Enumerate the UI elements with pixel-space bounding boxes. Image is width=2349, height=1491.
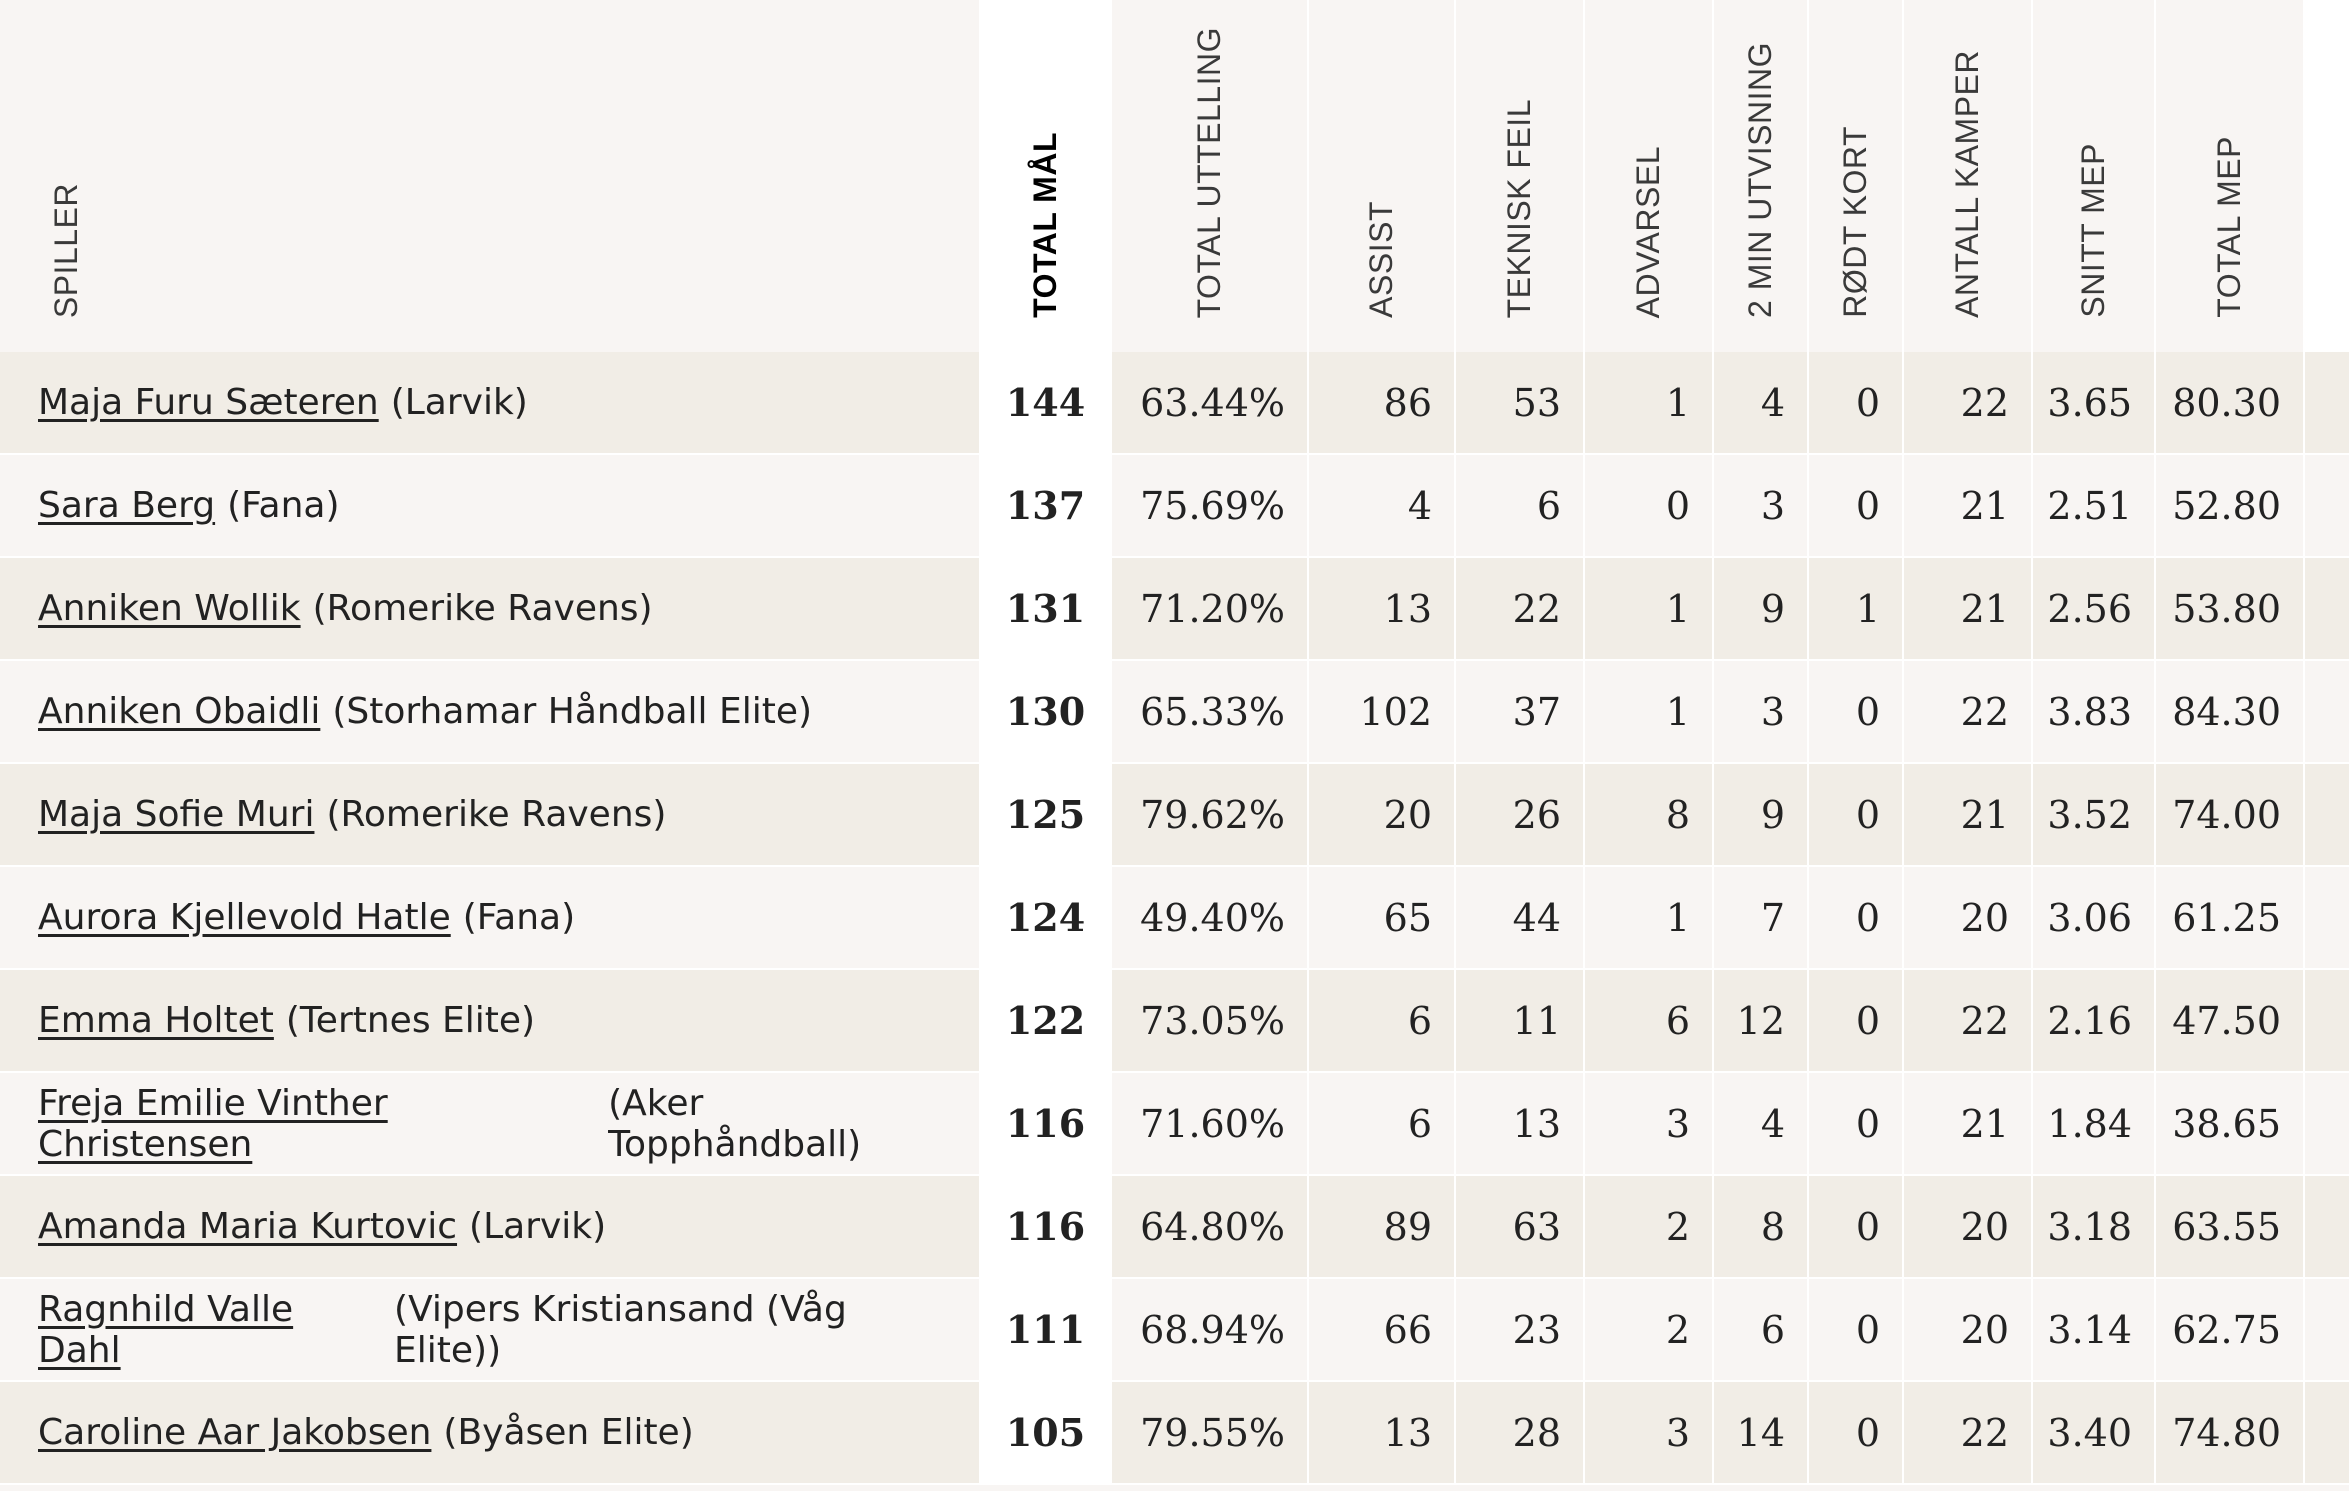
assist-cell: 102	[1309, 661, 1456, 764]
assist-cell: 13	[1309, 1382, 1456, 1485]
total-shooting-cell: 71.60%	[1112, 1073, 1309, 1176]
technical-error-cell: 28	[1456, 1382, 1585, 1485]
player-team: (Aker Topphåndball)	[608, 1082, 862, 1165]
technical-error-cell: 6	[1456, 455, 1585, 558]
player-name-link[interactable]: Freja Emilie Vinther Christensen	[38, 1082, 388, 1165]
avg-mep-cell: 3.40	[2033, 1382, 2156, 1485]
red-card-cell: 0	[1809, 661, 1904, 764]
total-goals-cell: 116	[981, 1176, 1112, 1279]
assist-cell: 66	[1309, 1279, 1456, 1382]
total-mep-cell: 38.65	[2156, 1073, 2305, 1176]
player-name-link[interactable]: Ragnhild Valle Dahl	[38, 1288, 294, 1371]
total-mep-cell: 53.80	[2156, 558, 2305, 661]
header-total-mep[interactable]	[2156, 0, 2305, 352]
warning-cell: 3	[1585, 1382, 1714, 1485]
two-min-cell: 3	[1714, 661, 1809, 764]
assist-cell: 20	[1309, 764, 1456, 867]
player-name-link[interactable]: Maja Sofie Muri	[38, 794, 315, 835]
matches-cell: 22	[1904, 1382, 2033, 1485]
two-min-cell: 9	[1714, 764, 1809, 867]
assist-cell: 6	[1309, 970, 1456, 1073]
avg-mep-cell: 1.84	[2033, 1073, 2156, 1176]
avg-mep-cell: 3.65	[2033, 352, 2156, 455]
avg-mep-cell: 2.56	[2033, 558, 2156, 661]
assist-cell: 89	[1309, 1176, 1456, 1279]
avg-mep-cell: 3.06	[2033, 867, 2156, 970]
technical-error-cell: 37	[1456, 661, 1585, 764]
technical-error-cell: 44	[1456, 867, 1585, 970]
matches-cell: 21	[1904, 455, 2033, 558]
player-team: (Larvik)	[469, 1206, 607, 1247]
total-goals-cell: 125	[981, 764, 1112, 867]
header-player[interactable]	[0, 0, 981, 352]
matches-cell: 22	[1904, 661, 2033, 764]
total-mep-cell: 52.80	[2156, 455, 2305, 558]
player-name-link[interactable]: Aurora Kjellevold Hatle	[38, 897, 451, 938]
player-team: (Byåsen Elite)	[443, 1412, 694, 1453]
technical-error-cell: 11	[1456, 970, 1585, 1073]
player-team: (Vipers Kristiansand (Våg Elite))	[394, 1288, 847, 1371]
header-total-goals[interactable]	[981, 0, 1112, 352]
total-mep-cell: 63.55	[2156, 1176, 2305, 1279]
warning-cell: 0	[1585, 455, 1714, 558]
row-edge	[2305, 867, 2349, 970]
total-goals-cell: 131	[981, 558, 1112, 661]
total-shooting-cell: 64.80%	[1112, 1176, 1309, 1279]
player-name-link[interactable]: Maja Furu Sæteren	[38, 382, 379, 423]
red-card-cell: 0	[1809, 352, 1904, 455]
header-matches[interactable]	[1904, 0, 2033, 352]
red-card-cell: 0	[1809, 764, 1904, 867]
header-red-card[interactable]	[1809, 0, 1904, 352]
header-technical-error-label: TEKNISK FEIL	[1501, 98, 1537, 318]
player-team: (Tertnes Elite)	[285, 1000, 536, 1041]
red-card-cell: 0	[1809, 455, 1904, 558]
total-mep-cell: 74.00	[2156, 764, 2305, 867]
player-cell	[0, 1279, 981, 1382]
header-assist-label: ASSIST	[1363, 201, 1399, 318]
warning-cell: 2	[1585, 1279, 1714, 1382]
two-min-cell: 6	[1714, 1279, 1809, 1382]
matches-cell: 20	[1904, 1176, 2033, 1279]
header-edge	[2305, 0, 2349, 352]
header-total-goals-label: TOTAL MÅL	[1027, 132, 1063, 318]
player-team: (Romerike Ravens)	[312, 588, 653, 629]
header-assist[interactable]	[1309, 0, 1456, 352]
red-card-cell: 1	[1809, 558, 1904, 661]
header-technical-error[interactable]	[1456, 0, 1585, 352]
matches-cell: 22	[1904, 970, 2033, 1073]
player-team: (Romerike Ravens)	[326, 794, 667, 835]
total-shooting-cell: 65.33%	[1112, 661, 1309, 764]
assist-cell: 13	[1309, 558, 1456, 661]
avg-mep-cell: 3.52	[2033, 764, 2156, 867]
total-mep-cell: 61.25	[2156, 867, 2305, 970]
matches-cell: 21	[1904, 558, 2033, 661]
row-edge	[2305, 1279, 2349, 1382]
total-goals-cell: 130	[981, 661, 1112, 764]
warning-cell: 1	[1585, 661, 1714, 764]
player-name-link[interactable]: Anniken Obaidli	[38, 691, 321, 732]
red-card-cell: 0	[1809, 1073, 1904, 1176]
avg-mep-cell: 3.14	[2033, 1279, 2156, 1382]
two-min-cell: 8	[1714, 1176, 1809, 1279]
header-two-min-label: 2 MIN UTVISNING	[1742, 42, 1778, 318]
header-total-shooting-label: TOTAL UTTELLING	[1191, 26, 1227, 318]
technical-error-cell: 53	[1456, 352, 1585, 455]
total-goals-cell: 144	[981, 352, 1112, 455]
two-min-cell: 14	[1714, 1382, 1809, 1485]
total-shooting-cell: 75.69%	[1112, 455, 1309, 558]
total-goals-cell: 116	[981, 1073, 1112, 1176]
total-mep-cell: 80.30	[2156, 352, 2305, 455]
row-edge	[2305, 661, 2349, 764]
total-goals-cell: 111	[981, 1279, 1112, 1382]
player-cell	[0, 1382, 981, 1485]
player-name-link[interactable]: Anniken Wollik	[38, 588, 301, 629]
warning-cell: 8	[1585, 764, 1714, 867]
row-edge	[2305, 1073, 2349, 1176]
player-team: (Fana)	[462, 897, 576, 938]
technical-error-cell: 13	[1456, 1073, 1585, 1176]
player-team: (Fana)	[227, 485, 340, 526]
total-shooting-cell: 68.94%	[1112, 1279, 1309, 1382]
matches-cell: 22	[1904, 352, 2033, 455]
header-matches-label: ANTALL KAMPER	[1949, 50, 1985, 318]
player-name-link[interactable]: Emma Holtet	[38, 1000, 274, 1041]
total-shooting-cell: 79.62%	[1112, 764, 1309, 867]
matches-cell: 20	[1904, 1279, 2033, 1382]
red-card-cell: 0	[1809, 1176, 1904, 1279]
matches-cell: 21	[1904, 764, 2033, 867]
warning-cell: 6	[1585, 970, 1714, 1073]
row-edge	[2305, 352, 2349, 455]
avg-mep-cell: 2.16	[2033, 970, 2156, 1073]
header-player-label: SPILLER	[48, 182, 84, 318]
two-min-cell: 9	[1714, 558, 1809, 661]
player-cell	[0, 558, 981, 661]
header-warning-label: ADVARSEL	[1630, 145, 1666, 318]
total-mep-cell: 62.75	[2156, 1279, 2305, 1382]
total-goals-cell: 137	[981, 455, 1112, 558]
total-goals-cell: 105	[981, 1382, 1112, 1485]
header-avg-mep[interactable]	[2033, 0, 2156, 352]
total-shooting-cell: 79.55%	[1112, 1382, 1309, 1485]
player-cell	[0, 970, 981, 1073]
header-total-mep-label: TOTAL MEP	[2211, 136, 2247, 318]
warning-cell: 1	[1585, 558, 1714, 661]
player-cell	[0, 867, 981, 970]
assist-cell: 65	[1309, 867, 1456, 970]
header-red-card-label: RØDT KORT	[1837, 126, 1873, 318]
player-cell	[0, 661, 981, 764]
header-warning[interactable]	[1585, 0, 1714, 352]
two-min-cell: 3	[1714, 455, 1809, 558]
player-name-link[interactable]: Caroline Aar Jakobsen	[38, 1412, 432, 1453]
assist-cell: 4	[1309, 455, 1456, 558]
red-card-cell: 0	[1809, 970, 1904, 1073]
technical-error-cell: 23	[1456, 1279, 1585, 1382]
red-card-cell: 0	[1809, 867, 1904, 970]
header-total-shooting[interactable]	[1112, 0, 1309, 352]
row-edge	[2305, 558, 2349, 661]
red-card-cell: 0	[1809, 1279, 1904, 1382]
assist-cell: 86	[1309, 352, 1456, 455]
total-goals-cell: 124	[981, 867, 1112, 970]
row-edge	[2305, 1176, 2349, 1279]
row-edge	[2305, 764, 2349, 867]
avg-mep-cell: 3.18	[2033, 1176, 2156, 1279]
player-team: (Storhamar Håndball Elite)	[332, 691, 813, 732]
avg-mep-cell: 2.51	[2033, 455, 2156, 558]
matches-cell: 20	[1904, 867, 2033, 970]
warning-cell: 3	[1585, 1073, 1714, 1176]
total-shooting-cell: 73.05%	[1112, 970, 1309, 1073]
row-edge	[2305, 1382, 2349, 1485]
warning-cell: 2	[1585, 1176, 1714, 1279]
technical-error-cell: 26	[1456, 764, 1585, 867]
player-cell	[0, 1176, 981, 1279]
row-edge	[2305, 455, 2349, 558]
assist-cell: 6	[1309, 1073, 1456, 1176]
two-min-cell: 7	[1714, 867, 1809, 970]
two-min-cell: 12	[1714, 970, 1809, 1073]
player-cell	[0, 455, 981, 558]
header-two-min[interactable]	[1714, 0, 1809, 352]
warning-cell: 1	[1585, 867, 1714, 970]
technical-error-cell: 63	[1456, 1176, 1585, 1279]
matches-cell: 21	[1904, 1073, 2033, 1176]
player-team: (Larvik)	[390, 382, 528, 423]
player-cell	[0, 764, 981, 867]
avg-mep-cell: 3.83	[2033, 661, 2156, 764]
player-name-link[interactable]: Sara Berg	[38, 485, 216, 526]
two-min-cell: 4	[1714, 1073, 1809, 1176]
red-card-cell: 0	[1809, 1382, 1904, 1485]
header-avg-mep-label: SNITT MEP	[2075, 143, 2111, 318]
total-mep-cell: 74.80	[2156, 1382, 2305, 1485]
total-mep-cell: 84.30	[2156, 661, 2305, 764]
player-name-link[interactable]: Amanda Maria Kurtovic	[38, 1206, 458, 1247]
total-shooting-cell: 63.44%	[1112, 352, 1309, 455]
total-shooting-cell: 49.40%	[1112, 867, 1309, 970]
total-mep-cell: 47.50	[2156, 970, 2305, 1073]
player-cell	[0, 1073, 981, 1176]
total-goals-cell: 122	[981, 970, 1112, 1073]
two-min-cell: 4	[1714, 352, 1809, 455]
warning-cell: 1	[1585, 352, 1714, 455]
row-edge	[2305, 970, 2349, 1073]
technical-error-cell: 22	[1456, 558, 1585, 661]
total-shooting-cell: 71.20%	[1112, 558, 1309, 661]
player-cell	[0, 352, 981, 455]
